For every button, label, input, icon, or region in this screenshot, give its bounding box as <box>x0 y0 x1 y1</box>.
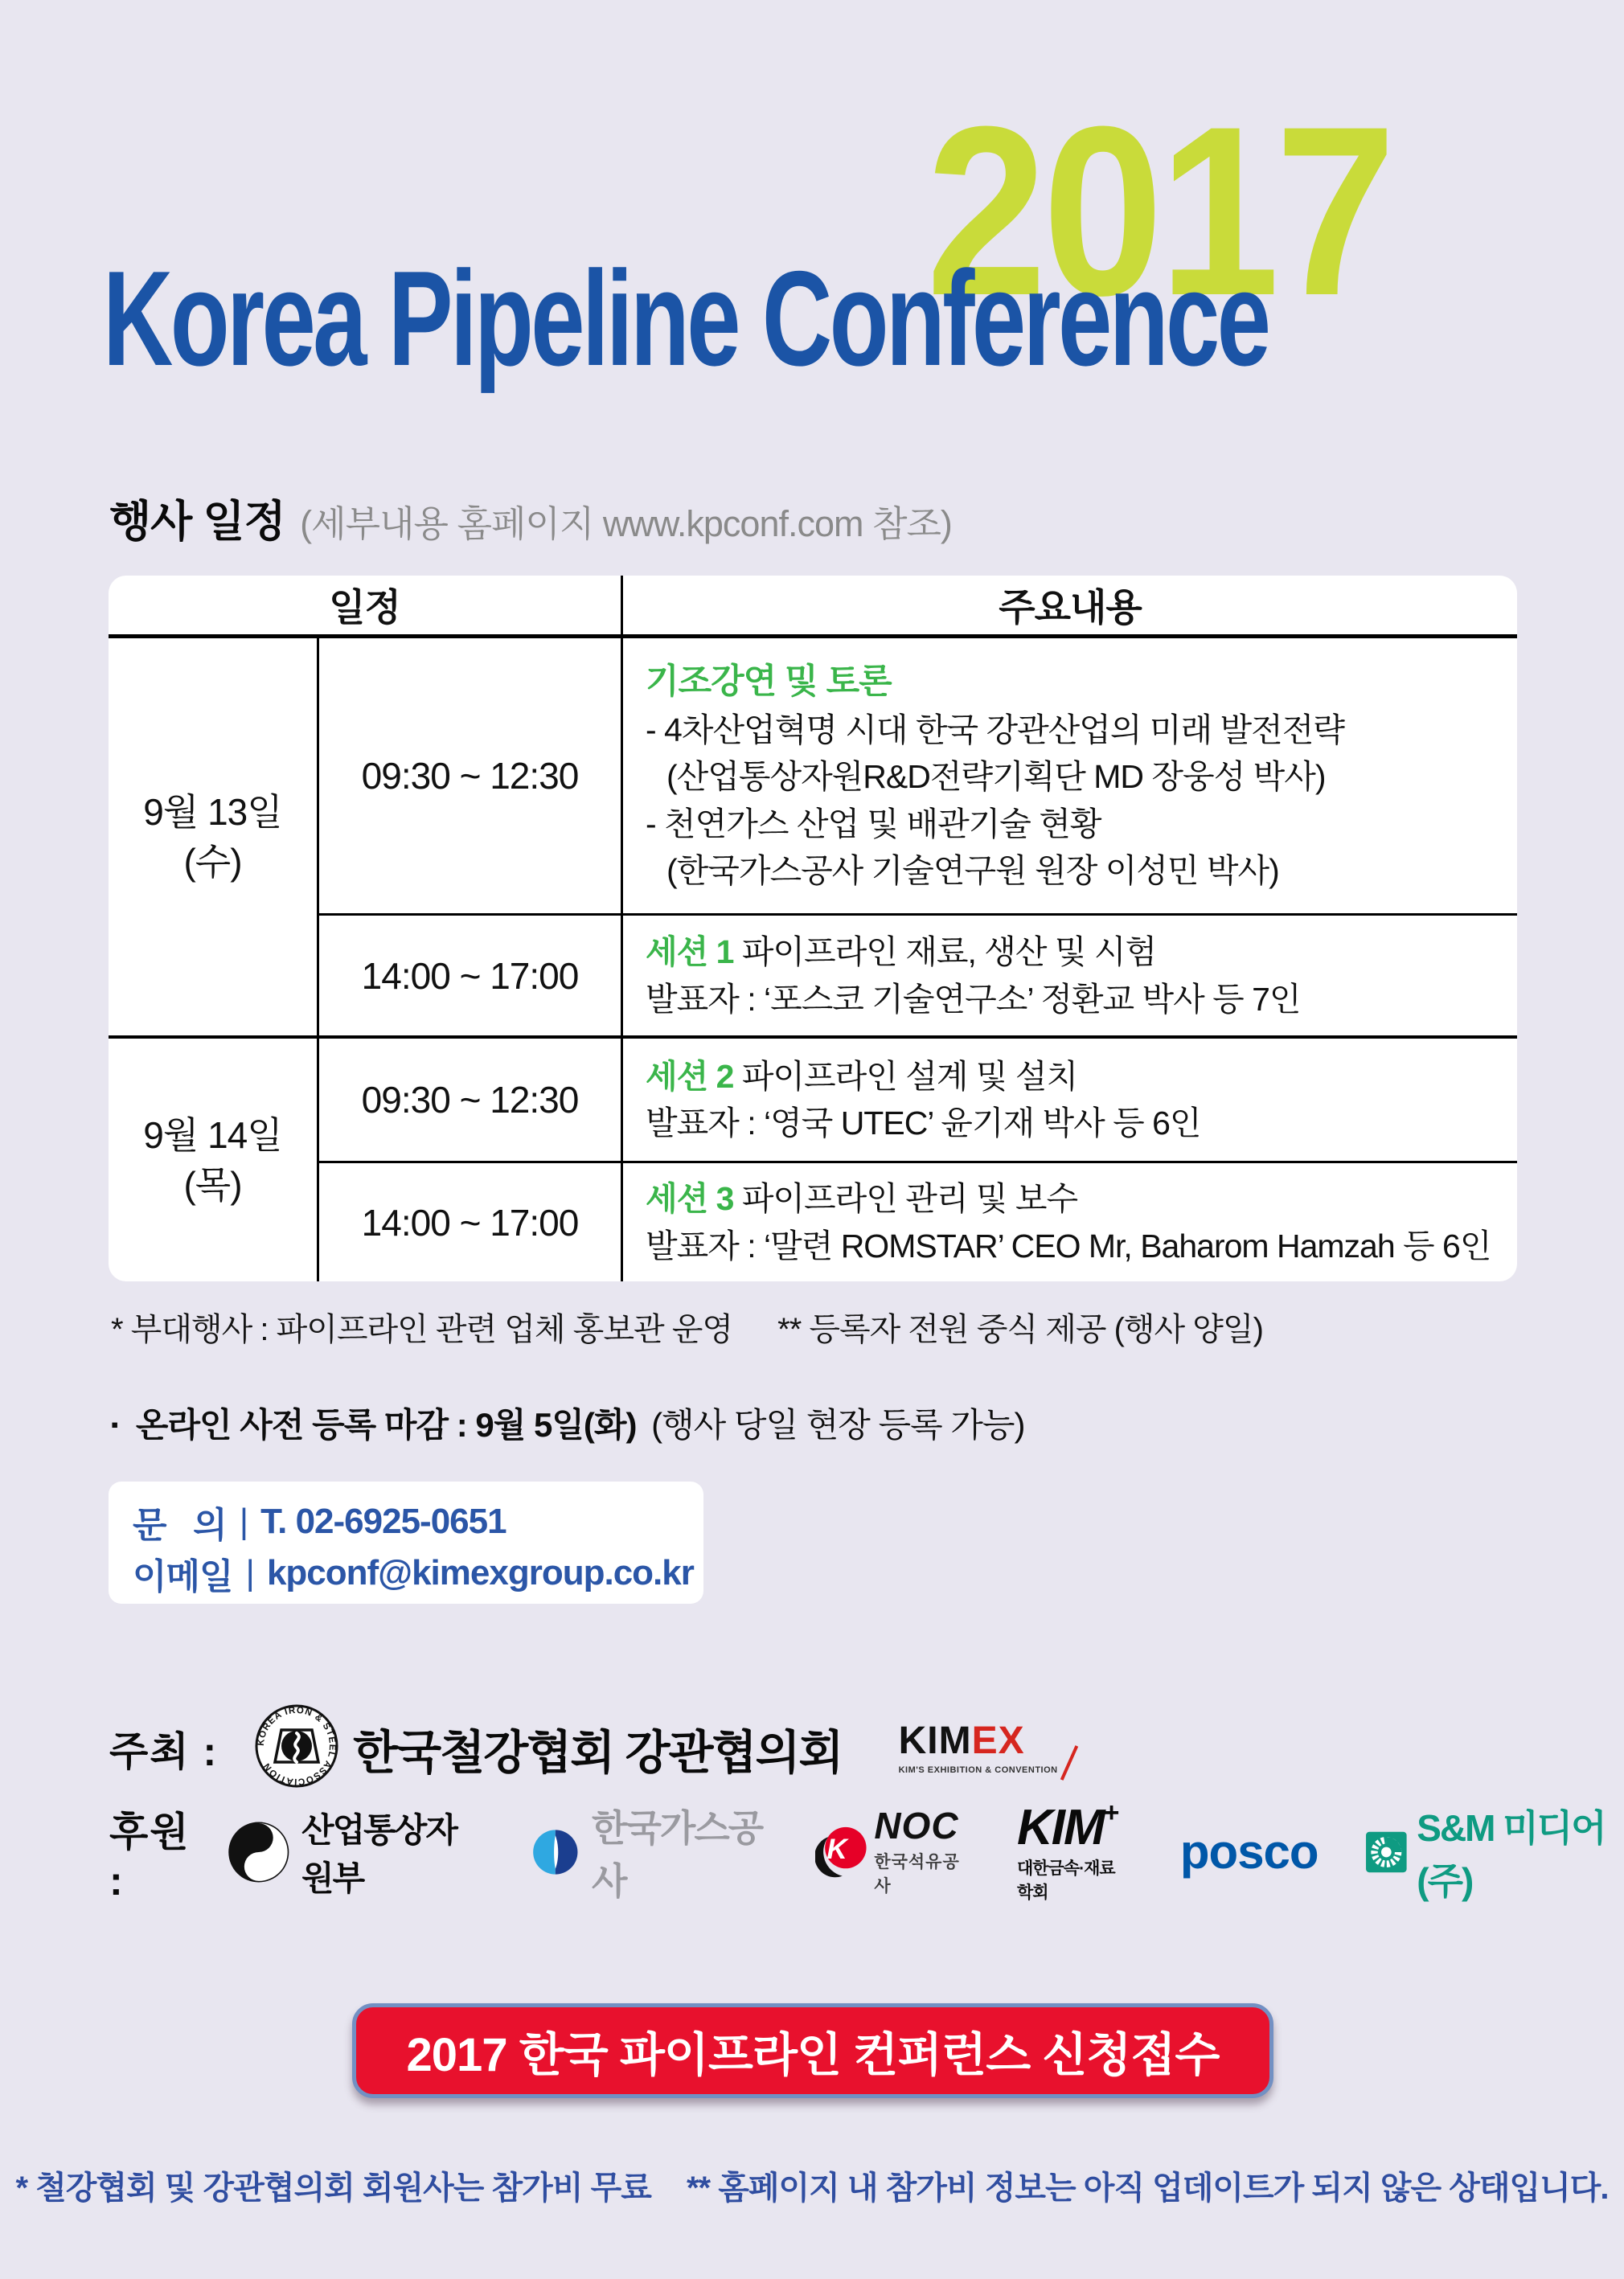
session2-speaker: 발표자 : ‘영국 UTEC’ 윤기재 박사 등 6인 <box>646 1105 1201 1142</box>
session1-label: 세션 1 <box>646 933 734 971</box>
kisa-rim-text: KOREA IRON & STEEL ASSOCIATION <box>256 1705 338 1787</box>
organizer-row <box>109 1704 1058 1792</box>
date-weekday: (수) <box>183 841 242 883</box>
keynote-speaker-2: (한국가스공사 기술연구원 원장 이성민 박사) <box>666 851 1279 889</box>
kimex-kim-text: KIM <box>898 1719 972 1762</box>
bottom-footnote-1: * 철강협회 및 강관협의회 회원사는 참가비 무료 <box>15 2170 651 2206</box>
kimex-slash-icon <box>1060 1745 1077 1781</box>
date-text: 9월 14일 <box>143 1113 282 1156</box>
snm-media-logo <box>1365 1799 1624 1905</box>
motie-logo <box>226 1804 486 1900</box>
registration-deadline: 온라인 사전 등록 마감 : 9월 5일(화) <box>135 1406 637 1444</box>
column-header-content: 주요내용 <box>623 576 1517 638</box>
sponsor-row <box>109 1799 1624 1905</box>
session2-label: 세션 2 <box>646 1057 734 1095</box>
onsite-registration-note: (행사 당일 현장 등록 가능) <box>651 1406 1025 1444</box>
kim-korean-name: 대한금속·재료학회 <box>1016 1859 1115 1902</box>
contact-phone-label: 문 의 <box>133 1506 227 1545</box>
contact-email-label: 이메일 <box>133 1557 233 1597</box>
schedule-section-heading <box>109 487 952 549</box>
session1-title: 파이프라인 재료, 생산 및 시험 <box>741 933 1157 971</box>
session3-title: 파이프라인 관리 및 보수 <box>741 1180 1078 1218</box>
contact-box <box>109 1482 703 1604</box>
time-cell-3: 09:30 ~ 12:30 <box>319 1039 623 1163</box>
kimex-tagline: KIM'S EXHIBITION & CONVENTION <box>898 1765 1058 1775</box>
contact-phone-row <box>133 1496 679 1547</box>
table-footnote <box>111 1304 1263 1350</box>
session2-title: 파이프라인 설계 및 설치 <box>741 1057 1078 1095</box>
content-cell-session3 <box>623 1163 1517 1281</box>
column-header-schedule: 일정 <box>109 576 623 638</box>
square-bullet-icon: ▪ <box>111 1412 118 1437</box>
kimex-logo <box>898 1719 1058 1775</box>
snm-name: S&M 미디어(주) <box>1417 1807 1606 1902</box>
sponsor-label: 후원 : <box>109 1810 191 1904</box>
organizer-name: 한국철강협회 강관협의회 <box>353 1726 843 1779</box>
session1-speaker: 발표자 : ‘포스코 기술연구소’ 정환교 박사 등 7인 <box>646 980 1301 1018</box>
page-title: Korea Pipeline Conference <box>103 243 1269 394</box>
bottom-footnote-2: ** 홈페이지 내 참가비 정보는 아직 업데이트가 되지 않은 상태입니다. <box>686 2170 1609 2206</box>
knoc-korean-name: 한국석유공사 <box>874 1853 960 1896</box>
divider: | <box>245 1553 254 1592</box>
session3-speaker: 발표자 : ‘말련 ROMSTAR’ CEO Mr, Baharom Hamzah 등 6인 <box>646 1227 1491 1265</box>
contact-email-value: kpconf@kimexgroup.co.kr <box>266 1553 694 1592</box>
date-cell-sep13 <box>109 638 319 1039</box>
keynote-topic-2: - 천연가스 산업 및 배관기술 현황 <box>646 805 1101 842</box>
keynote-topic-1: - 4차산업혁명 시대 한국 강관산업의 미래 발전전략 <box>646 711 1344 749</box>
year-text: 2017 <box>926 76 1392 346</box>
schedule-heading-note: (세부내용 홈페이지 www.kpconf.com 참조) <box>300 503 952 544</box>
registration-deadline-line <box>111 1399 1025 1447</box>
schedule-table <box>109 576 1517 1281</box>
organizer-label: 주최 : <box>109 1728 219 1774</box>
schedule-heading: 행사 일정 <box>109 498 285 546</box>
date-cell-sep14 <box>109 1039 319 1281</box>
apply-button[interactable]: 2017 한국 파이프라인 컨퍼런스 신청접수 <box>352 2003 1273 2098</box>
kim-main-text: KIM <box>1016 1800 1104 1856</box>
content-cell-keynote <box>623 638 1517 916</box>
snm-mark-icon <box>1365 1827 1408 1877</box>
session3-label: 세션 3 <box>646 1180 734 1218</box>
knoc-mark-icon <box>815 1822 870 1883</box>
knoc-logo <box>815 1807 966 1897</box>
keynote-title: 기조강연 및 토론 <box>646 662 892 702</box>
bottom-footnote <box>0 2162 1624 2208</box>
divider: | <box>239 1502 248 1541</box>
knoc-k-text: K <box>826 1834 847 1866</box>
kim-society-logo <box>1016 1797 1127 1904</box>
kim-plus-text: + <box>1103 1797 1118 1829</box>
time-cell-4: 14:00 ~ 17:00 <box>319 1163 623 1281</box>
contact-phone-value: T. 02-6925-0651 <box>260 1502 506 1541</box>
date-text: 9월 13일 <box>143 790 282 833</box>
knoc-noc-text: NOC <box>874 1805 959 1847</box>
kisa-logo-icon <box>255 1704 338 1792</box>
posco-logo: posco <box>1179 1825 1318 1879</box>
table-footnote-2: ** 등록자 전원 중식 제공 (행사 양일) <box>777 1312 1263 1347</box>
kogas-globe-icon <box>532 1825 579 1879</box>
kogas-logo <box>532 1799 765 1905</box>
table-footnote-1: * 부대행사 : 파이프라인 관련 업체 홍보관 운영 <box>111 1312 732 1347</box>
kogas-name: 한국가스공사 <box>592 1807 763 1902</box>
time-cell-2: 14:00 ~ 17:00 <box>319 916 623 1039</box>
contact-email-row <box>133 1547 694 1599</box>
date-weekday: (목) <box>183 1164 242 1206</box>
content-cell-session2 <box>623 1039 1517 1163</box>
keynote-speaker-1: (산업통상자원R&D전략기획단 MD 장웅성 박사) <box>666 758 1326 796</box>
time-cell-1: 09:30 ~ 12:30 <box>319 638 623 916</box>
content-cell-session1 <box>623 916 1517 1039</box>
kimex-ex-text: EX <box>971 1719 1025 1762</box>
motie-taegeuk-icon <box>226 1814 292 1891</box>
motie-name: 산업통상자원부 <box>301 1811 457 1897</box>
